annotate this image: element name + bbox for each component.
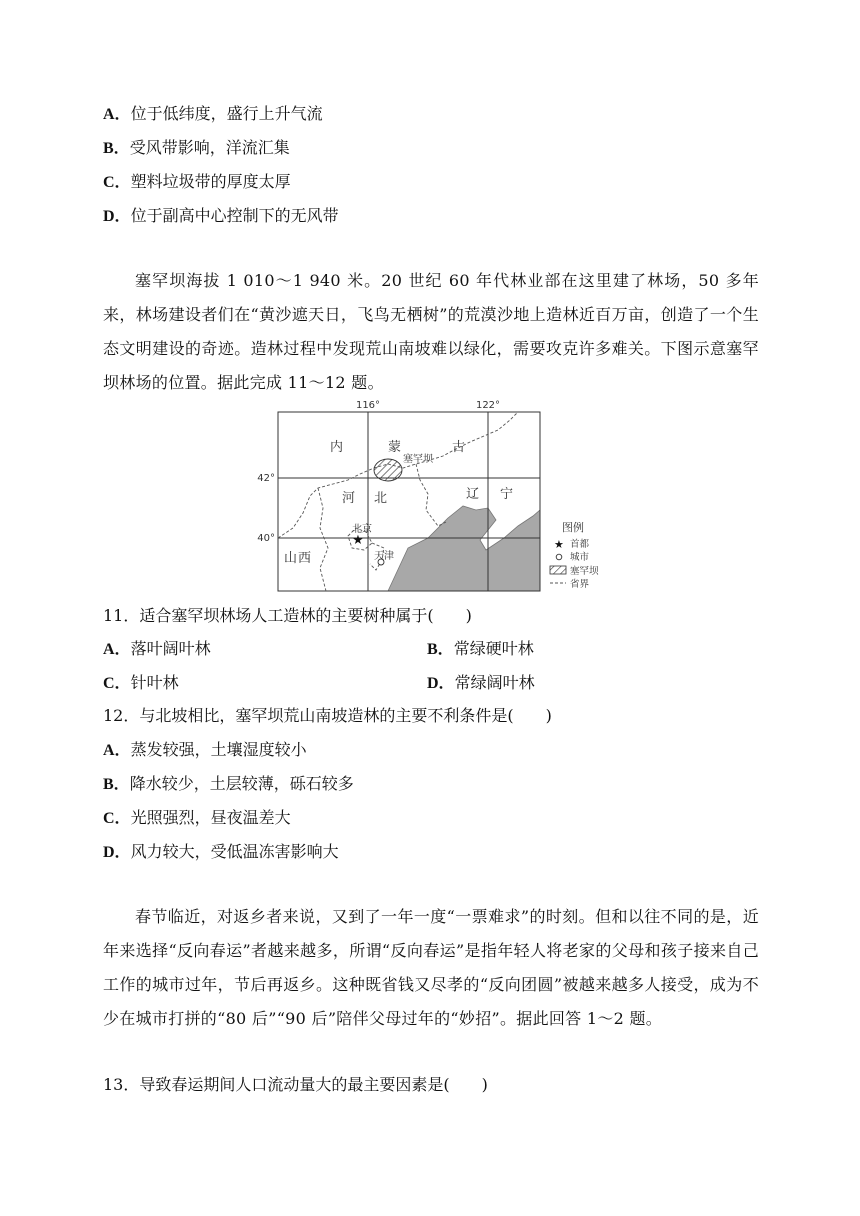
region-label: 内 <box>330 440 344 455</box>
option-label: D． <box>427 675 455 692</box>
option-label: A． <box>103 742 131 759</box>
map-svg <box>248 398 616 598</box>
q12-option-b <box>103 773 354 796</box>
legend-saihanba-icon <box>550 566 566 574</box>
question-text: 13．导致春运期间人口流动量大的最主要因素是( ) <box>103 1075 488 1094</box>
option-label: D． <box>103 208 131 225</box>
capital-star-icon: ★ <box>352 533 364 548</box>
option-text: 落叶阔叶林 <box>130 639 211 658</box>
option-text: 降水较少，土层较薄，砾石较多 <box>129 774 354 793</box>
passage-saihanba <box>103 264 759 400</box>
q10-option-c <box>103 171 291 194</box>
q12-stem <box>103 705 552 727</box>
legend-item: 城市 <box>570 552 590 563</box>
option-label: B． <box>427 641 454 658</box>
place-label-tianjin: 天津 <box>374 551 394 562</box>
option-text: 风力较大，受低温冻害影响大 <box>130 842 339 861</box>
option-label: B． <box>103 776 130 793</box>
option-text: 受风带影响，洋流汇集 <box>129 138 290 157</box>
question-text: 12．与北坡相比，塞罕坝荒山南坡造林的主要不利条件是( ) <box>103 706 552 725</box>
region-label: 辽 <box>466 487 480 502</box>
lon-label-116: 116° <box>355 400 381 411</box>
legend-title: 图例 <box>562 521 584 534</box>
option-label: C． <box>103 810 131 827</box>
q11-option-d <box>427 672 535 695</box>
option-text: 常绿硬叶林 <box>453 639 534 658</box>
region-label: 河 <box>342 491 356 506</box>
region-label: 北 <box>374 491 388 506</box>
option-text: 常绿阔叶林 <box>454 673 535 692</box>
passage-text: 春节临近，对返乡者来说，又到了一年一度“一票难求”的时刻。但和以往不同的是，近年来选择“反向春运”者越来越多，所谓“反向春运”是指年轻人将老家的父母和孩子接来自己工作的城市过年，节后再返乡。这种既省钱又尽孝的“反向团圆”被越来越多人接受，成为不少在城市打拼的“80 后”“90 后”陪伴父母过年的“妙招”。据此回答 1～2 题。 <box>103 907 759 1028</box>
option-label: A． <box>103 106 131 123</box>
option-label: C． <box>103 174 131 191</box>
option-text: 位于副高中心控制下的无风带 <box>130 206 339 225</box>
q10-option-a <box>103 103 323 126</box>
option-text: 位于低纬度，盛行上升气流 <box>130 104 323 123</box>
legend-capital-icon: ★ <box>554 538 564 551</box>
option-text: 蒸发较强，土壤湿度较小 <box>130 740 307 759</box>
sea-area <box>388 506 540 591</box>
q12-option-d <box>103 841 339 864</box>
q10-option-b <box>103 137 290 160</box>
q13-stem <box>103 1074 488 1096</box>
region-label: 宁 <box>500 487 514 502</box>
lat-label-42: 42° <box>257 473 275 484</box>
place-label-beijing: 北京 <box>352 524 372 535</box>
q11-stem <box>103 605 472 627</box>
passage-text: 塞罕坝海拔 1 010～1 940 米。20 世纪 60 年代林业部在这里建了林场，50 多年来，林场建设者们在“黄沙遮天日，飞鸟无栖树”的荒漠沙地上造林近百万亩，创造了一个生态文明建设的奇迹。造林过程中发现荒山南坡难以绿化，需要攻克许多难关。下图示意塞罕坝林场的位置。据此完成 11～12 题。 <box>103 271 759 392</box>
saihanba-area <box>374 459 402 481</box>
region-label: 山 <box>284 551 298 566</box>
option-text: 针叶林 <box>130 673 179 692</box>
option-text: 光照强烈，昼夜温差大 <box>130 808 291 827</box>
legend-item: 塞罕坝 <box>570 566 599 577</box>
map-legend <box>550 520 599 590</box>
legend-item: 首都 <box>570 539 590 550</box>
option-label: B． <box>103 140 130 157</box>
q10-option-d <box>103 205 339 228</box>
province-border <box>416 464 446 526</box>
legend-item: 省界 <box>570 579 590 590</box>
option-label: D． <box>103 844 131 861</box>
option-label: A． <box>103 641 131 658</box>
option-text: 塑料垃圾带的厚度太厚 <box>130 172 291 191</box>
legend-city-icon <box>556 554 562 560</box>
region-label: 蒙 <box>388 440 402 455</box>
q12-option-c <box>103 807 291 830</box>
region-label: 古 <box>452 440 466 455</box>
q12-option-a <box>103 739 307 762</box>
lon-label-122: 122° <box>475 400 501 411</box>
lat-label-40: 40° <box>257 533 275 544</box>
place-label-saihanba: 塞罕坝 <box>403 454 433 465</box>
province-border <box>318 488 328 591</box>
q11-option-c <box>103 672 179 695</box>
passage-spring-festival <box>103 900 759 1036</box>
q11-option-b <box>427 638 534 661</box>
saihanba-location-map <box>248 398 616 598</box>
q11-option-a <box>103 638 211 661</box>
region-label: 西 <box>298 551 312 566</box>
option-label: C． <box>103 675 131 692</box>
question-text: 11．适合塞罕坝林场人工造林的主要树种属于( ) <box>103 606 472 625</box>
